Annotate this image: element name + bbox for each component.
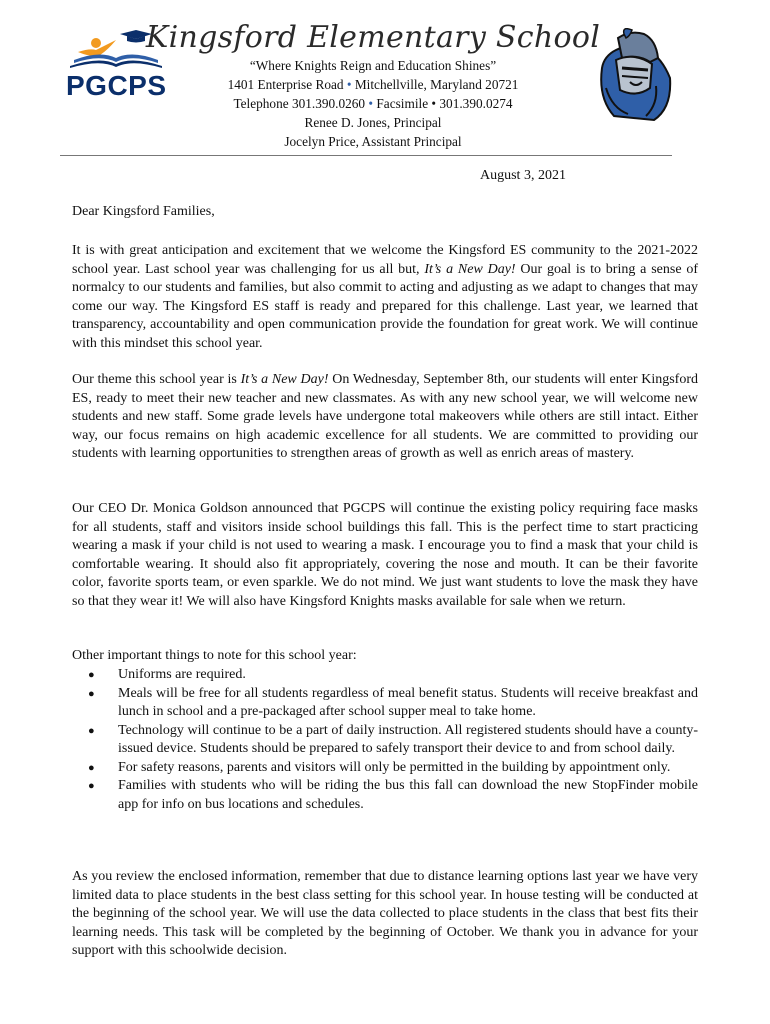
list-item	[72, 759, 698, 778]
theme-emphasis: It’s a New Day!	[424, 261, 516, 277]
bullet-icon: ●	[88, 687, 95, 700]
telephone: Telephone 301.390.0260	[233, 96, 366, 111]
principal: Renee D. Jones, Principal	[304, 115, 442, 130]
separator-dot: •	[346, 77, 352, 92]
paragraph-welcome	[72, 242, 698, 353]
paragraph-placement: As you review the enclosed information, remember that due to distance learning options last year we have very limited data to place students in the best class setting for this school year. In house testing will be conducted at the beginning of the school year. We will use the data collected to place students in the class that best fits their learning needs. This task will be completed by the beginning of October. We thank you in advance for your support with this schoolwide decision.	[72, 869, 698, 958]
list-item-text: For safety reasons, parents and visitors will only be permitted in the building by appointment only.	[118, 759, 671, 775]
school-motto: “Where Knights Reign and Education Shines”	[249, 58, 497, 73]
bullet-icon: ●	[88, 780, 95, 792]
list-item-text: Uniforms are required.	[118, 667, 246, 682]
list-item-text: Families with students who will be riding the bus this fall can download the new StopFinder mobile app for info on bus locations and schedules.	[118, 778, 698, 812]
paragraph-text: On Wednesday, September 8th, our students will enter Kingsford ES, ready to meet their new teacher and new classmates. As with any new school year, we will welcome new students and new staff. Some grade levels have undergone total makeovers while others are still intact. Either way, our focus remains on high academic excellence for all students. We are committed to providing our students with learning opportunities to strengthen areas of growth as well as enrich areas of mastery.	[72, 372, 699, 461]
paragraph-text: It is with great anticipation and excitement that we welcome the Kingsford ES community to the 2021-2022 school year. Last school year was challenging for us all but,	[72, 243, 698, 277]
address-city: Mitchellville, Maryland 20721	[354, 77, 519, 92]
bullet-icon: ●	[88, 724, 95, 737]
list-item-text: Meals will be free for all students regardless of meal benefit status. Students will receive breakfast and lunch in school and a pre-packaged after school supper meal to take home.	[118, 685, 698, 719]
letter-date: August 3, 2021	[480, 168, 566, 183]
pgcps-wordmark: PGCPS	[66, 70, 167, 101]
school-name: Kingsford Elementary School	[145, 20, 601, 55]
facsimile: Facsimile • 301.390.0274	[376, 96, 513, 111]
list-item	[72, 777, 698, 814]
paragraph-text: Our goal is to bring a sense of normalcy to our students and families, but also commit to acting and adjusting as we adapt to changes that may come our way. The Kingsford ES staff is ready and prepared for this challenge. Last year, we learned that transparency, accountability and open communication provide the foundation for great work. We will continue with this mindset this school year.	[72, 261, 699, 351]
salutation: Dear Kingsford Families,	[72, 204, 215, 219]
paragraph-text: Our theme this school year is	[72, 372, 241, 387]
paragraph-masks: Our CEO Dr. Monica Goldson announced that PGCPS will continue the existing policy requiring face masks for all students, staff and visitors inside school buildings this fall. This is the perfect time to start practicing wearing a mask if your child is not used to wearing a mask. I encourage you to find a mask that your child is comfortable wearing. It should also fit appropriately, covering the nose and mouth. It can be their favorite color, favorite sports team, or even sparkle. We do not mind. We just want students to love the mask they have so that they wear it! We will also have Kingsford Knights masks available for sale when we return.	[72, 501, 698, 609]
bullet-icon: ●	[88, 669, 95, 681]
separator-dot: •	[368, 96, 374, 111]
address-street: 1401 Enterprise Road	[227, 77, 344, 92]
list-item	[72, 685, 698, 722]
knight-mascot-icon	[592, 28, 676, 124]
list-item-text: Technology will continue to be a part of daily instruction. All registered students should have a county-issued device. Students should be prepared to safely transport their device to and from school daily.	[118, 722, 698, 756]
theme-emphasis: It’s a New Day!	[240, 372, 329, 387]
assistant-principal: Jocelyn Price, Assistant Principal	[284, 134, 462, 149]
paragraph-theme	[72, 371, 698, 464]
header-divider	[60, 155, 672, 156]
list-item	[72, 722, 698, 759]
bullet-icon: ●	[88, 761, 95, 774]
list-item	[72, 666, 698, 685]
important-items-list	[72, 666, 698, 814]
list-intro: Other important things to note for this school year:	[72, 648, 357, 663]
